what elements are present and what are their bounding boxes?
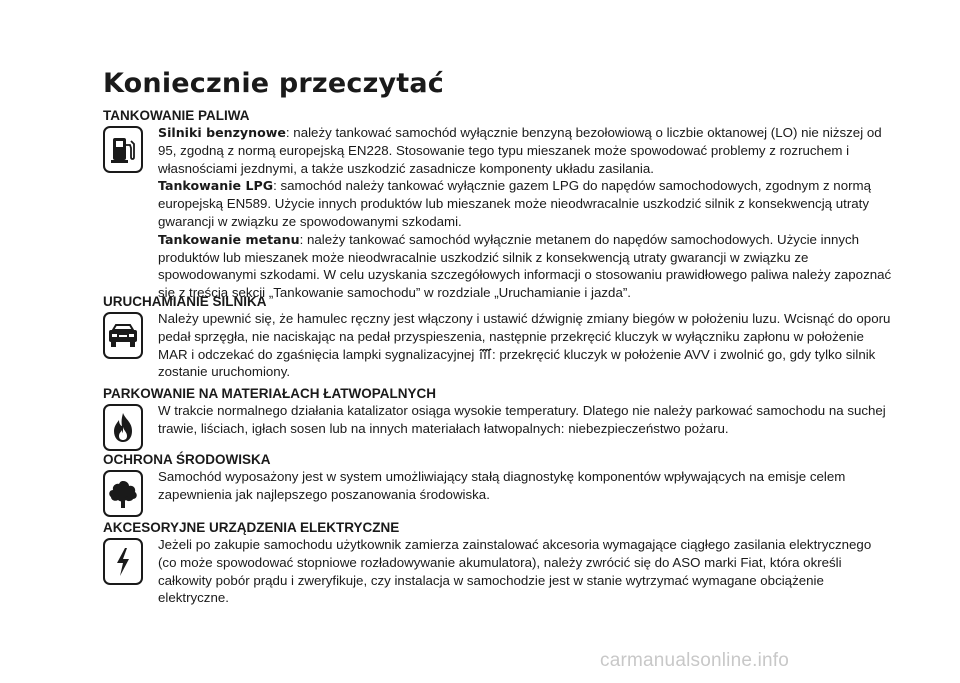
- text-lpg: : samochód należy tankować wyłącznie gazem LPG do napędów samochodowych, zgodnym z normą europejską EN589. Użycie innych produktów lub mieszanek może nieodwracalnie uszkodzić silnik z konsekwencją utraty gwarancji w związku ze spowodowanymi szkodami.: [158, 178, 871, 229]
- section-environment: [103, 451, 893, 504]
- paragraph-electrical: Jeżeli po zakupie samochodu użytkownik zamierza zainstalować akcesoria wymagające ciągłego zasilania elektrycznego (co może spowodować stopniowe rozładowywanie akumulatora), należy zwrócić się do ASO marki Fiat, która określi całkowity pobór prądu i zweryfikuje, czy instalacja w samochodzie jest w stanie wytrzymać wymagane obciążenie elektryczne.: [158, 537, 872, 606]
- fuel-pump-icon: [103, 126, 143, 173]
- tree-icon: [103, 470, 143, 517]
- car-icon: [103, 312, 143, 359]
- text-methane: : należy tankować samochód wyłącznie metanem do napędów samochodowych. Użycie innych produktów lub mieszanek może nieodwracalnie uszkodzić silnik z konsekwencją utraty gwarancji w związku ze spowodowanymi szkodami. W celu uzyskania szczegółowych informacji o stosowaniu prawidłowego paliwa należy zapoznać się z treścią sekcji „Tankowanie samochodu” w rozdziale „Uruchamianie i jazda”.: [158, 231, 892, 301]
- section-electrical: [103, 519, 893, 607]
- paragraph-petrol: [158, 124, 893, 177]
- lightning-icon: [103, 538, 143, 585]
- paragraph-methane: [158, 231, 893, 302]
- section-fuel: [103, 107, 893, 302]
- paragraph-parking: W trakcie normalnego działania katalizator osiąga wysokie temperatury. Dlatego nie należy parkować samochodu na suchej trawie, liściach, igłach sosen lub na innych materiałach łatwopalnych: niebezpieczeństwo pożaru.: [158, 403, 886, 436]
- paragraph-lpg: [158, 177, 893, 230]
- watermark: carmanualsonline.info: [600, 650, 790, 671]
- section-text: [158, 310, 893, 381]
- paragraph-engine-start: [158, 310, 893, 381]
- section-text: [158, 536, 893, 607]
- section-engine-start: [103, 293, 893, 381]
- paragraph-environment: Samochód wyposażony jest w system umożliwiający stałą diagnostykę komponentów wpływających na emisje celem zapewnienia jak najlepszego poszanowania środowiska.: [158, 469, 846, 502]
- flame-icon: [103, 404, 143, 451]
- text-petrol: : należy tankować samochód wyłącznie benzyną bezołowiową o liczbie oktanowej (LO) nie niższej od 95, zgodną z normą europejską EN228. Stosowanie tego typu mieszanek może spowodować problemy z rozruchem i własnościami jezdnymi, a także uszkodzić zasadnicze komponenty układu zasilania.: [158, 125, 882, 176]
- text-engine-start-b: : przekręcić kluczyk w położenie AVV i zwolnić go, gdy tylko silnik zostanie uruchomiony.: [158, 346, 876, 380]
- section-text: [158, 468, 893, 504]
- term-lpg: Tankowanie LPG: [158, 178, 274, 194]
- section-heading: OCHRONA ŚRODOWISKA: [103, 452, 271, 467]
- section-text: [158, 124, 893, 302]
- page-title: Koniecznie przeczytać: [103, 68, 445, 99]
- section-heading: URUCHAMIANIE SILNIKA: [103, 294, 267, 309]
- term-methane: Tankowanie metanu: [158, 231, 300, 247]
- glow-plug-icon: [478, 347, 492, 360]
- section-heading: AKCESORYJNE URZĄDZENIA ELEKTRYCZNE: [103, 520, 400, 535]
- section-text: [158, 402, 893, 438]
- section-heading: PARKOWANIE NA MATERIAŁACH ŁATWOPALNYCH: [103, 386, 436, 401]
- term-petrol: Silniki benzynowe: [158, 125, 286, 140]
- section-heading: TANKOWANIE PALIWA: [103, 108, 250, 123]
- text-engine-start-a: Należy upewnić się, że hamulec ręczny jest włączony i ustawić dźwignię zmiany biegów w położeniu luzu. Wcisnąć do oporu pedał sprzęgła, nie naciskając na pedał przyspieszenia, następnie przekręcić kluczyk w wyłączniku zapłonu w położenie MAR i odczekać do zgaśnięcia lampki sygnalizacyjnej: [158, 311, 891, 362]
- section-parking: [103, 385, 893, 438]
